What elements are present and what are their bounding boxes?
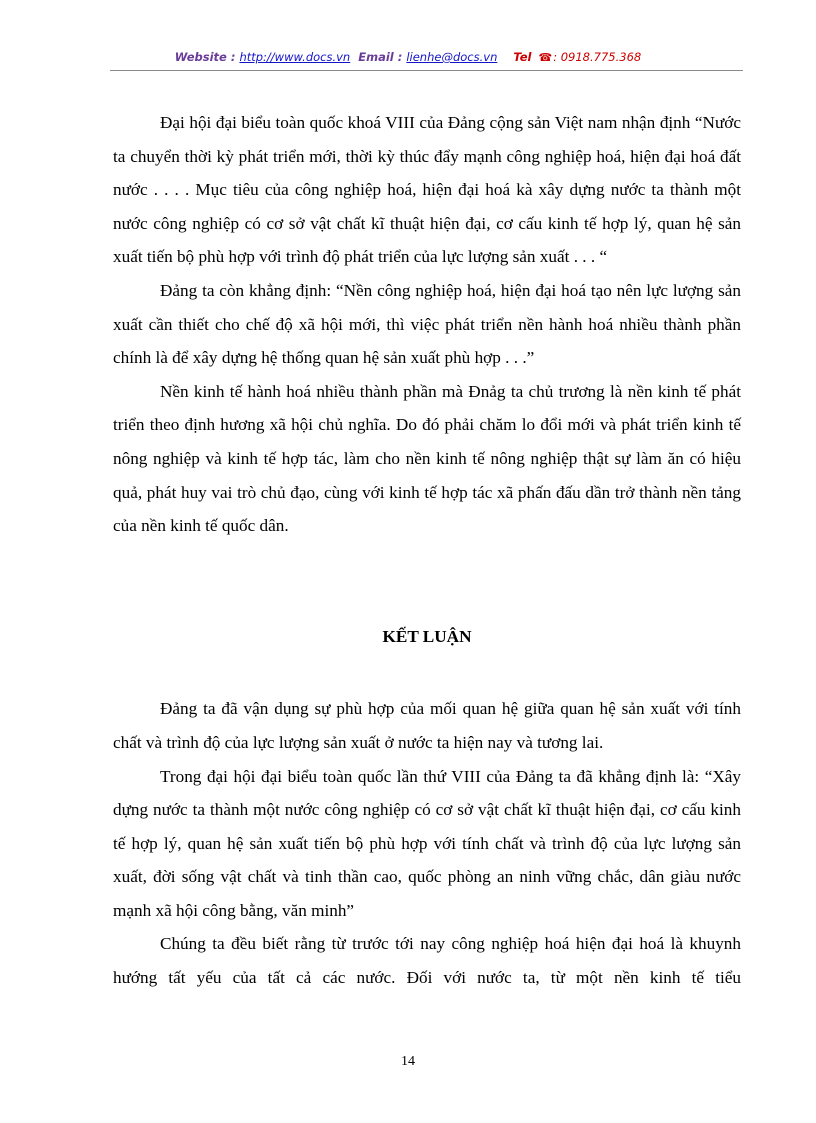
paragraph: Chúng ta đều biết rằng từ trước tới nay công nghiệp hoá hiện đại hoá là khuynh hướng tất yếu của tất cả các nước. Đối với nước ta, từ một nền kinh tế tiểu <box>113 934 741 988</box>
email-label: Email : <box>358 50 407 64</box>
header-divider <box>110 70 743 71</box>
website-link[interactable]: http://www.docs.vn <box>239 50 351 64</box>
paragraph: Đảng ta đã vận dụng sự phù hợp của mối quan hệ giữa quan hệ sản xuất với tính chất và trình độ của lực lượng sản xuất ở nước ta hiện nay và tương lai. <box>113 699 741 752</box>
tel-label: Tel <box>513 50 536 64</box>
paragraph: Nền kinh tế hành hoá nhiều thành phần mà Đnảg ta chủ trương là nền kinh tế phát triển theo định hương xã hội chủ nghĩa. Do đó phải chăm lo đổi mới và phát triển kinh tế nông nghiệp và kinh tế hợp tác, làm cho nền kinh tế nông nghiệp thật sự làm ăn có hiệu quả, phát huy vai trò chủ đạo, cùng với kinh tế hợp tác xã phấn đấu dần trở thành nền tảng của nền kinh tế quốc dân. <box>113 381 741 536</box>
paragraph: Đảng ta còn khẳng định: “Nền công nghiệp hoá, hiện đại hoá tạo nên lực lượng sản xuất cần thiết cho chế độ xã hội mới, thì việc phát triển nền hành hoá nhiều thành phần chính là để xây dựng hệ thống quan hệ sản xuất phù hợp . . .” <box>113 280 741 368</box>
email-link[interactable]: lienhe@docs.vn <box>406 50 498 64</box>
page-header <box>0 50 816 64</box>
section-heading: KẾT LUẬN <box>382 626 472 646</box>
paragraph: Trong đại hội đại biểu toàn quốc lần thứ VIII của Đảng ta đã khẳng định là: “Xây dựng nước ta thành một nước công nghiệp có cơ sở vật chất kĩ thuật hiện đại, cơ cấu kinh tế hợp lý, quan hệ sản xuất tiến bộ phù hợp với tính chất và trình độ của lực lượng sản xuất, đời sống vật chất và tinh thần cao, quốc phòng an ninh vững chắc, dân giàu nước mạnh xã hội công bằng, văn minh” <box>113 766 741 920</box>
page-number: 14 <box>401 1054 415 1069</box>
paragraph: Đại hội đại biểu toàn quốc khoá VIII của Đảng cộng sản Việt nam nhận định “Nước ta chuyển thời kỳ phát triển mới, thời kỳ thúc đẩy mạnh công nghiệp hoá, hiện đại hoá đất nước . . . . Mục tiêu của công nghiệp hoá, hiện đại hoá kà xây dựng nước ta thành một nước công nghiệp có cơ sở vật chất kĩ thuật hiện đại, cơ cấu kinh tế hợp lý, quan hệ sản xuất tiến bộ phù hợp với trình độ phát triển của lực lượng sản xuất . . . “ <box>113 113 741 267</box>
phone-icon: ☎ <box>538 51 553 64</box>
website-label: Website : <box>174 50 240 64</box>
document-body <box>113 106 741 995</box>
tel-value: : 0918.775.368 <box>553 50 642 64</box>
